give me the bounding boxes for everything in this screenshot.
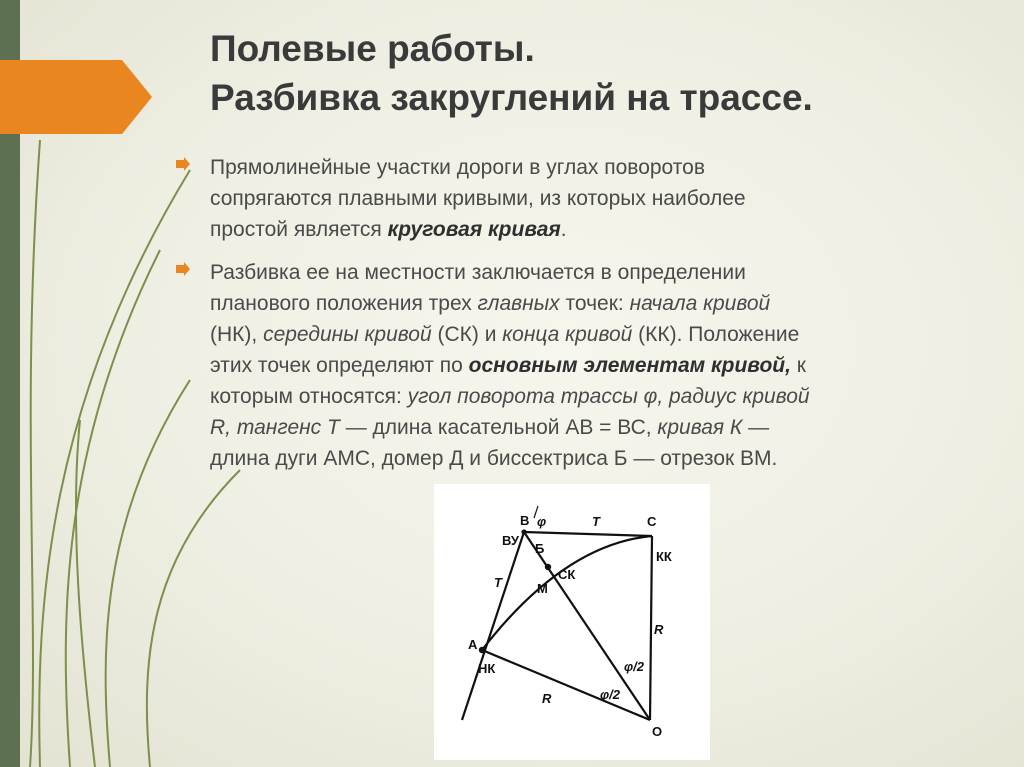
text-segment: конца кривой	[502, 323, 633, 346]
bullet-text-2	[210, 257, 1012, 474]
text-segment: Прямолинейные участки дороги в углах поворотов сопрягаются плавными кривыми, из которых наиболее простой является	[210, 156, 746, 241]
bullet-arrow-icon	[176, 157, 190, 171]
text-segment: середины кривой	[263, 323, 432, 346]
text-segment: Разбивка ее на местности заключается в определении планового положения трех	[210, 261, 746, 315]
label-c: C	[647, 514, 657, 529]
bullet-text-1	[210, 152, 1012, 245]
text-segment: кривая К	[657, 416, 743, 439]
slide-title	[210, 24, 813, 122]
text-segment: начала кривой	[629, 292, 771, 315]
title-line-1: Полевые работы.	[210, 28, 535, 69]
bullet-arrow-icon	[176, 262, 190, 276]
bullet-item-2	[176, 257, 1012, 474]
text-segment: .	[560, 218, 567, 241]
point-m	[545, 564, 551, 570]
text-segment: круговая кривая	[387, 218, 561, 241]
text-segment: — длина дуги АМС, домер Д и биссектриса Б — отрезок ВМ.	[210, 416, 778, 470]
point-a	[479, 647, 485, 653]
bullet-item-1	[176, 152, 1012, 245]
tangent-line-left	[462, 532, 524, 720]
label-phi2-upper: φ/2	[624, 659, 644, 674]
label-phi2-lower: φ/2	[600, 687, 620, 702]
text-segment: (КК). Положение этих точек определяют по	[210, 323, 800, 377]
label-ck: СК	[558, 567, 576, 582]
circular-curve	[482, 536, 652, 650]
label-t-top: T	[592, 514, 600, 529]
point-b	[521, 529, 526, 534]
radius-line-right	[650, 536, 652, 720]
text-segment: главных	[477, 292, 560, 315]
label-o: О	[652, 724, 663, 739]
tangent-line-top	[524, 532, 652, 536]
curve-diagram-svg	[434, 484, 710, 760]
label-phi-top: φ	[537, 514, 547, 529]
text-segment: точек:	[559, 292, 630, 315]
label-r-bottom: R	[542, 691, 552, 706]
label-kk: КК	[656, 549, 672, 564]
title-line-2: Разбивка закруглений на трассе.	[210, 77, 813, 118]
label-bisector: Б	[535, 541, 545, 556]
text-segment: основным элементам кривой,	[468, 354, 791, 377]
label-r-right: R	[654, 622, 664, 637]
text-segment: угол поворота трассы φ, радиус кривой R, тангенс T	[210, 385, 810, 439]
label-a: А	[468, 637, 478, 652]
label-nk: НК	[478, 661, 496, 676]
title-arrow-shape	[0, 60, 154, 136]
text-segment: к которым относятся:	[210, 354, 806, 408]
curve-diagram	[434, 484, 710, 760]
label-b: B	[520, 513, 530, 528]
text-segment: — длина касательной АВ = ВС,	[339, 416, 658, 439]
text-segment: (НК),	[210, 323, 258, 346]
label-m: М	[537, 581, 548, 596]
label-t-left: Т	[494, 575, 502, 590]
label-vu: ВУ	[502, 533, 519, 548]
bullet-list	[176, 152, 1012, 486]
text-segment: (СК) и	[431, 323, 503, 346]
